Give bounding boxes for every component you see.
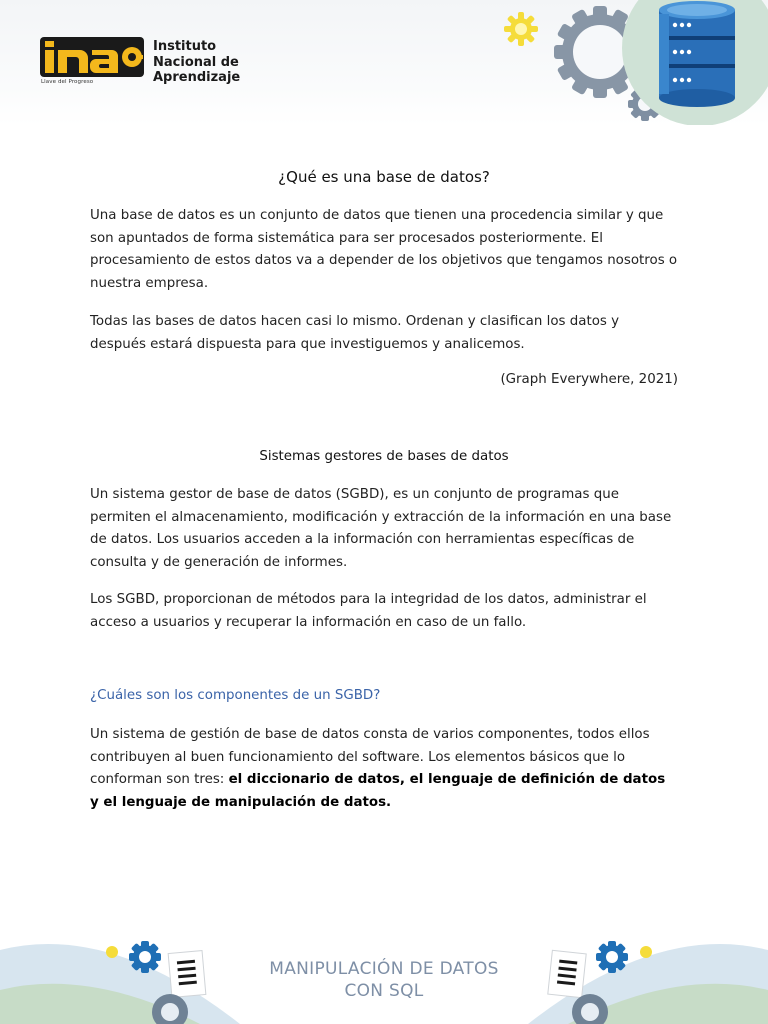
institution-line-1: Instituto [153,39,217,54]
paragraph-sgbd-definicion: Un sistema gestor de base de datos (SGBD), es un conjunto de programas que permiten el almacenamiento, modificación y extracción de la información en una base de datos. Los usuarios acceden a la información con herramientas específicas de consulta y de generación de informes. [90,487,672,570]
gear-icon [129,941,161,973]
ina-logo [40,37,250,89]
section-question-componentes: ¿Cuáles son los componentes de un SGBD? [90,688,381,703]
paragraph-funcion: Todas las bases de datos hacen casi lo mismo. Ordenan y clasifican los datos y después estará dispuesta para que investiguemos y analicemos. [90,314,620,352]
sun-gear-icon [106,946,118,958]
section-title-base-de-datos: ¿Qué es una base de datos? [278,168,490,186]
sun-gear-icon [640,946,652,958]
footer-illustration-right [528,920,768,1024]
institution-name [153,39,253,86]
footer-course-title [234,958,534,1002]
paragraph-sgbd-metodos: Los SGBD, proporcionan de métodos para la integridad de los datos, administrar el acceso a usuarios y recuperar la información en caso de un fallo. [90,592,647,630]
sun-gear-icon [504,12,538,46]
section-title-sgbd: Sistemas gestores de bases de datos [259,449,509,464]
page-header [0,0,768,125]
page-footer [0,920,768,1024]
logo-slogan: Llave del Progreso [41,79,94,85]
paragraph-componentes [90,724,678,814]
citation: (Graph Everywhere, 2021) [500,372,678,387]
paragraph-componentes-lead: Un sistema de gestión de base de datos consta de varios componentes, todos ellos contribuyen al buen funcionamiento del software. Los elementos básicos que lo conforman son tres: [90,727,650,787]
institution-line-3: Aprendizaje [153,70,241,85]
ina-logo-mark [40,37,144,81]
document-icon [548,950,586,997]
gear-icon [596,941,628,973]
footer-title-line-1: MANIPULACIÓN DE DATOS [269,959,499,979]
document-icon [168,920,240,997]
paragraph-componentes-emphasis: el diccionario de datos, el lenguaje de definición de datos y el lenguaje de manipulación de datos. [90,772,666,810]
footer-illustration-left [0,920,240,1024]
footer-title-line-2: CON SQL [344,981,424,1001]
header-illustration [495,0,768,125]
institution-line-2: Nacional de [153,54,239,70]
database-icon [659,1,735,107]
paragraph-definicion: Una base de datos es un conjunto de datos que tienen una procedencia similar y que son apuntados de forma sistemática para ser procesados posteriormente. El procesamiento de estos datos va a depender de los objetivos que tengamos nosotros o nuestra empresa. [90,208,678,291]
